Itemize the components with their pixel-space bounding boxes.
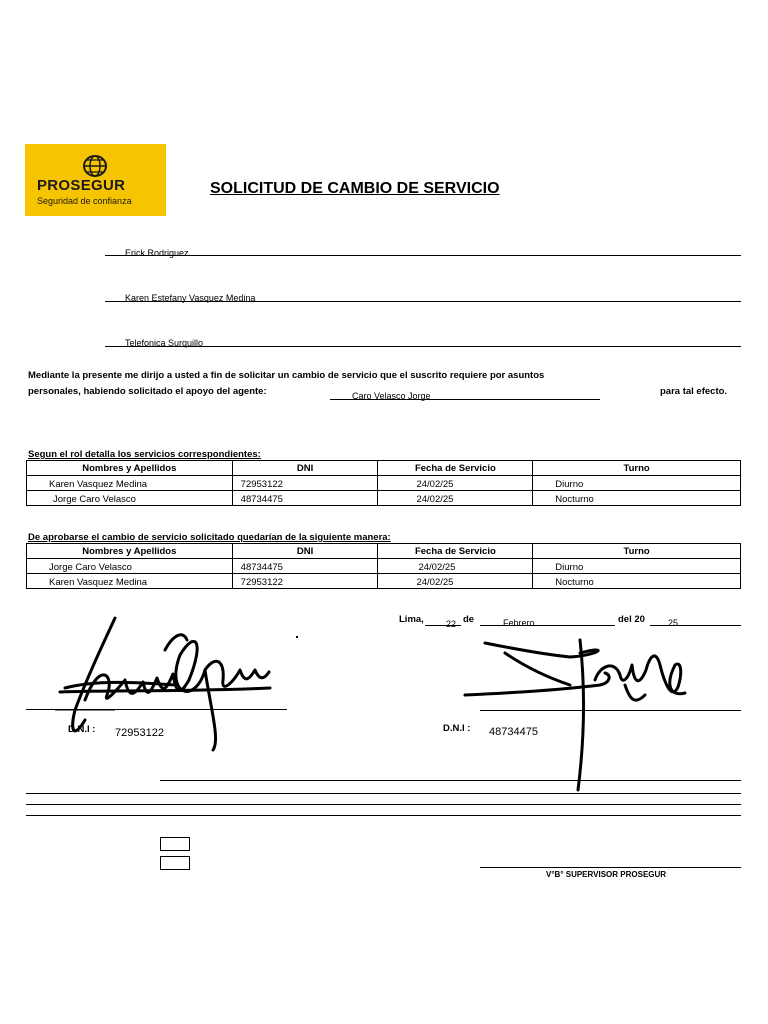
request-paragraph-line2: personales, habiendo solicitado el apoyo del agente: <box>28 386 267 397</box>
cell-fecha: 24/02/25 <box>418 561 456 573</box>
field-requester-name: Karen Estefany Vasquez Medina <box>125 293 256 303</box>
signature-1-dni: 72953122 <box>115 727 164 739</box>
cell-name: Jorge Caro Velasco <box>53 493 136 505</box>
cell-turno: Nocturno <box>555 493 594 505</box>
cell-turno: Nocturno <box>555 576 594 588</box>
proposed-services-table <box>26 543 741 589</box>
column-header: Nombres y Apellidos <box>27 544 233 559</box>
agent-name: Caro Velasco Jorge <box>352 391 431 401</box>
cell-turno: Diurno <box>555 478 584 490</box>
table-row <box>27 491 741 506</box>
blank-line <box>160 780 741 781</box>
column-header: Fecha de Servicio <box>378 544 533 559</box>
section2-heading: De aprobarse el cambio de servicio solicitado quedarían de la siguiente manera: <box>28 532 391 543</box>
column-header: Turno <box>533 544 741 559</box>
cell-dni: 48734475 <box>240 561 283 573</box>
table-row <box>27 559 741 574</box>
table-header-row <box>27 461 741 476</box>
column-header: DNI <box>232 461 378 476</box>
column-header: Nombres y Apellidos <box>27 461 233 476</box>
column-header: Fecha de Servicio <box>378 461 533 476</box>
signature-2-line <box>480 710 741 711</box>
blank-line <box>26 815 741 816</box>
field-location: Telefonica Surquillo <box>125 338 204 348</box>
globe-icon <box>82 155 108 177</box>
dot-mark <box>296 636 298 638</box>
date-de: de <box>463 614 475 625</box>
date-del: del 20 <box>618 614 645 625</box>
agent-line <box>330 399 600 400</box>
signature-1 <box>55 600 295 765</box>
cell-fecha: 24/02/25 <box>416 576 454 588</box>
section1-heading: Segun el rol detalla los servicios correspondientes: <box>28 449 261 460</box>
prosegur-logo <box>25 144 166 216</box>
request-paragraph-line1: Mediante la presente me dirijo a usted a fin de solicitar un cambio de servicio que el suscrito requiere por asuntos <box>28 370 545 381</box>
document-title: SOLICITUD DE CAMBIO DE SERVICIO <box>210 180 500 197</box>
date-month: Febrero <box>503 618 535 628</box>
table-header-row <box>27 544 741 559</box>
field-line <box>105 301 741 302</box>
field-line <box>105 346 741 347</box>
date-line <box>425 625 461 626</box>
column-header: DNI <box>232 544 378 559</box>
logo-brand: PROSEGUR <box>37 177 126 194</box>
cell-dni: 48734475 <box>240 493 283 505</box>
table-row <box>27 574 741 589</box>
supervisor-line <box>480 867 741 868</box>
blank-line <box>26 793 741 794</box>
checkbox-approve[interactable] <box>160 837 190 851</box>
cell-dni: 72953122 <box>240 478 283 490</box>
cell-dni: 72953122 <box>240 576 283 588</box>
signature-2-dni: 48734475 <box>489 726 538 738</box>
field-supervisor-name: Erick Rodriguez <box>125 248 189 258</box>
cell-name: Karen Vasquez Medina <box>49 478 148 490</box>
date-lima: Lima, <box>399 614 424 625</box>
column-header: Turno <box>533 461 741 476</box>
signature-1-dni-label: D.N.I : <box>68 724 96 735</box>
supervisor-label: V°B° SUPERVISOR PROSEGUR <box>546 870 667 879</box>
logo-tagline: Seguridad de confianza <box>37 196 132 206</box>
signature-1-line <box>26 709 287 710</box>
request-paragraph-end: para tal efecto. <box>660 386 728 397</box>
signature-2-dni-label: D.N.I : <box>443 723 471 734</box>
cell-fecha: 24/02/25 <box>416 493 454 505</box>
table-row <box>27 476 741 491</box>
checkbox-reject[interactable] <box>160 856 190 870</box>
cell-fecha: 24/02/25 <box>416 478 454 490</box>
date-year: 25 <box>668 618 679 628</box>
cell-name: Karen Vasquez Medina <box>49 576 148 588</box>
cell-name: Jorge Caro Velasco <box>49 561 132 573</box>
date-day: 22 <box>446 619 457 629</box>
cell-turno: Diurno <box>555 561 584 573</box>
blank-line <box>26 804 741 805</box>
current-services-table <box>26 460 741 506</box>
field-line <box>105 255 741 256</box>
